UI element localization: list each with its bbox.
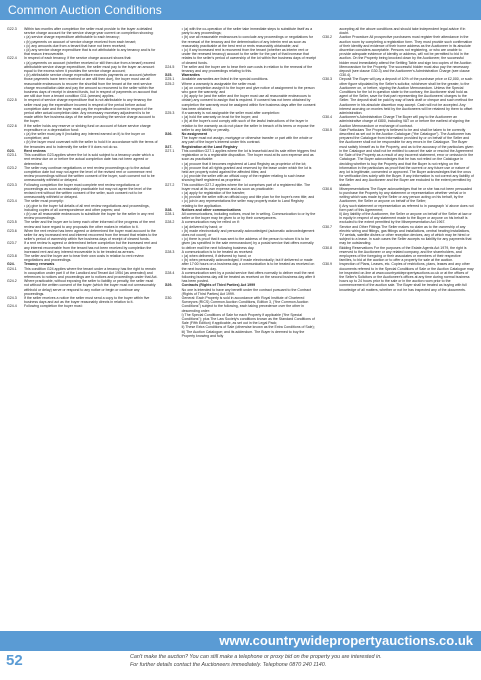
clause [165,229,317,237]
clause-text: Within two months after completion the seller must provide to the buyer a detailed service charge account for the service charge year current on completion showing: [24,27,154,36]
clause-text: Auctioneer's Administration Charge The Buyer will pay to the Auctioneer an administrative charge of £800, including VAT on or before the earliest of signing the Auction Memorandum or exchange of contract. [339,115,470,128]
clause-number [7,204,24,212]
clause [322,27,474,35]
clause-number: G23.5 [7,220,17,225]
clause-number: G24. [7,262,15,267]
clause-text: • (a) on completion assign it to the buyer and give notice of assignment to the person who gave the warranty; and [181,85,315,95]
clause [7,98,159,123]
clause-number [7,48,24,56]
clause-text: Where practicable, without exposing the seller to liability or penalty, the seller must not without the written consent of the buyer (which the buyer must not unreasonably withhold or delay) serve or respond to any notice or begin or continue any proceedings. [24,279,156,296]
clause-number: G29. [164,283,173,288]
clause-number [165,313,182,326]
clause-number: G24.2 [7,279,17,284]
clause-text: • (a) give to the buyer full details of all rent review negotiations and proceedings, including copies of all correspondence and other papers; and [24,203,150,212]
clause-text: • (a) service charge expenditure attributable to each tenancy; [24,35,120,40]
clause-text: • (c) if any increased rent is recovered from the tenant (whether as interim rent or under the renewed tenancy) account to the seller for the part of that increase that relates to the seller's period of ownership of the lot within five business days of receipt of cleared funds. [181,48,317,65]
clause-number [165,35,182,48]
clause-number: G22.6 [7,123,17,128]
clause-number: G25.1 [164,77,175,82]
clause [322,262,474,291]
clause [165,288,317,296]
clause-text: Notices and other communications [181,207,241,212]
clause-number [165,166,182,174]
clause-number: G30.5 [322,127,333,132]
clause-number: G23.4 [7,199,17,204]
clause-text: If a warranty is not assignable the seller must after completion: [181,111,280,116]
clause-text: • (b) attributable service charge expenditure exceeds payments on account (whether those payments have been received or are still then due), the buyer must use all reasonable endeavours to recover the shortfall from the tenant at the next service charge reconciliation date and pay the amount so recovered to the seller within five business days of receipt in cleared funds, but in respect of payments on account that are still due from a tenant condition G11 (arrears) applies. [24,73,157,99]
clause-text: • (a) when delivered, if delivered by hand; or [181,253,251,258]
clause-text: • (a) delivered by hand; or [181,224,223,229]
clause-number [165,199,182,207]
clause-number: G30.9 [322,262,333,267]
clause-number: G30.6 [322,186,333,191]
clause [7,61,159,74]
clause-text: • (b) use all reasonable endeavours to conclude any proceedings or negotiations for the renewal of the tenancy and the determination of any interim rent as soon as reasonably practicable at the best rent or rents reasonably obtainable; and [181,35,314,48]
clause-text: • (a) the seller must pay it (including any interest earned on it) to the buyer on completion; and [24,132,146,141]
clause-text: • (c) there is proof that it was sent to the address of the person to whom it is to be given (as specified in the sale memorandum) by a postal service that offers normally to deliver mail the next following business day. [181,237,314,250]
clause-text: Following completion the buyer must: [24,304,83,309]
clause-text: Contracts (Rights of Third Parties) Act 1999 [181,283,256,288]
clause-text: iii) The Auction Catalogue; and its addendum. The Buyer is deemed to buy the Property knowing and fully [181,329,305,338]
clause-number: G28.2 [164,220,175,225]
clause [165,258,317,271]
clause-number: G30.7 [322,224,333,229]
clause-text: Auction Procedure All prospective purchasers must register their attendance in the auction room by completing a registration form. They must provide such confirmation of their identity and evidence of their home address as the Auctioneer in its absolute discretion considers acceptable. Persons not registering, or who are unable to provide adequate evidence of identity or address, will not be permitted to bid in the auction. On the Property being knocked down by the Auctioneer, the successful bidder must immediately attend the Settling Table and sign two copies of the Auction Memorandum for the Property. The successful bidder must also pay the necessary deposit (see clause G30.3) and the Auctioneer's Administration Charge (see clause G30.4). [339,35,473,78]
clause [322,204,474,212]
clause-text: The buyer must not assign, mortgage or otherwise transfer or part with the whole or any part of the buyer's interest under this contract. [181,136,313,145]
clause-text: Misrepresentations The Buyer acknowledges that he or she has not been persuaded to purchase the Property by any statement or representation whether verbal or in writing which was made by the Seller or any person acting on his behalf, by the Auctioneer, the Seller or anyone on behalf of the Seller; [339,186,472,204]
clause-text: Service and Other Fittings The Seller makes no claim as to the ownership of any electric wiring and fittings, gas fittings and installations, central heating installations, TV aerials, satellite dishes or other reception devices, any of which may be hired or subject to a lease. In such cases the Seller accepts no liability for any payments that may be outstanding. [339,224,472,246]
clause-text: Registration at the Land Registry [181,144,238,149]
clause [165,136,317,144]
clause [7,183,159,200]
clause-number [165,330,182,338]
clause-text: Sale Particulars The Property is believed to be and shall be taken to be correctly described as set out in the Auction Catalogue ("the Catalogue"). The Auctioneer has prepared the Catalogue from information provided by or on behalf of the Seller and the Auctioneer shall not be responsible for any errors in the Catalogue. The Buyer must satisfy himself as to the Property, and as to the accuracy of the particulars given in the Catalogue and shall not be entitled to cancel the sale or rescind the Agreement for Sale of the Property as a result of any incorrect statement, error or omission in the Catalogue. The Buyer acknowledges that he has not relied on the Catalogue in deciding whether to buy the Property and that the Buyer is not relying on the information in the particulars as proof that the current or any future use or nature of any lot is legitimate, consented or approved. The Buyer acknowledges that the onus for verification lies solely with the Buyer. If any information is not correct any liability of the Seller and any Auctioneer and the Buyer are excluded to the extent permitted by statute. [339,127,474,187]
clause [322,212,474,225]
clause [7,48,159,56]
clause-text: i) The Special Conditions of Sale for each Property if applicable ("the Special Conditions"); plus The Law Society's conditions known as the Standard Conditions of Sale (Fifth Edition) if applicable, as set out in the Legal Pack; [181,312,315,326]
clause [165,119,317,132]
clause-number [165,258,182,271]
clause-number: G28. [164,207,173,212]
clause-number [165,86,182,94]
clause [7,267,159,280]
website-link[interactable]: www.countrywidepropertyauctions.co.uk [219,633,473,648]
clause [165,199,317,207]
clause-number: G30.3 [322,77,333,82]
clause-text: Rent reviews [24,148,46,153]
clause-text: • (c) join in any representations the seller may properly make to Land Registry relating to the application. [181,199,304,208]
clause [165,296,317,313]
clause-number [165,119,182,132]
clause-number: G24.4 [7,304,17,309]
clause-number [165,229,182,237]
clause-text: • (b) payments on account of service charge received from each tenant; [24,39,137,44]
clause-text: • (a) with the co-operation of the seller take immediate steps to substitute itself as a party to any proceedings; [181,27,313,36]
clause-text: • (b) made electronically and personally acknowledged (automatic acknowledgement does not count); or [181,228,315,237]
clause-text: This condition G27.2 applies where the lot comprises part of a registered title. The buyer must at its own expense and as soon as practicable: [181,182,311,191]
clause-text: • (a) payments on account (whether received or still then due from a tenant) exceed attributable service charge expenditure, the seller must pay to the buyer an amount equal to the excess when it provides the service charge account; [24,60,155,74]
clause-text: If the seller receives a notice the seller must send a copy to the buyer within five business days and act as the buyer reasonably directs in relation to it. [24,296,150,305]
clause [7,304,159,308]
clause [322,225,474,246]
clause [322,115,474,128]
clause-text: Where a warranty is assignable the seller must: [181,81,257,86]
clause-number [7,73,24,98]
clause-number [7,132,24,140]
clause-number [322,27,339,35]
clause-text: When the rent review has been agreed or determined the buyer must account to the seller for any increased rent and interest recovered from the tenant that relates to the seller's period of ownership within five business days of receipt of cleared funds. [24,228,158,242]
clause-number: G30.4 [322,115,333,120]
clause-number: G23.6 [7,228,17,233]
clause [165,149,317,162]
clause-number: G28.3 [164,249,175,254]
clause-number: G23.8 [7,253,17,258]
clause-text: • (b) procure that all rights granted and reserved by the lease under which the lot is held are properly noted against the affected titles; and [181,165,312,174]
clause-text: accepting all the above conditions and should take independent legal advice if in doubt. [339,27,466,36]
clause [7,254,159,262]
clause-text: • (c) provide the seller with an official copy of the register relating to such lease showing itself registered as proprietor. [181,174,305,183]
clause-number [165,94,182,111]
clause-text: The seller may continue negotiations or rent review proceedings up to the actual completion date but may not agree the level of the revised rent or commence rent review proceedings without the written consent of the buyer, such consent not to be unreasonably withheld or delayed. [24,165,155,183]
clause-text: Warranties [181,73,200,78]
clause-number [165,288,182,296]
clause-number [322,212,339,225]
clause-number [165,174,182,182]
clause-number: G26. [164,132,173,137]
clause-text: No assignment [181,132,208,137]
clause-text: In respect of service charge expenditure that is not attributable to any tenancy the seller must pay the expenditure incurred in respect of the period before actual completion date and the buyer must pay the expenditure incurred in respect of the period after actual completion date. Any necessary monetary adjustment is to be made within five business days of the seller providing the service charge account to the buyer. [24,98,155,124]
clause [322,128,474,187]
column-1 [7,27,159,627]
clause-number: G23. [7,148,15,153]
clause [7,27,159,35]
clause [165,174,317,182]
clause-text: • (b) provide the seller with an official copy and title plan for the buyer's new title; and [181,195,315,200]
clause-text: No one is intended to have any benefit under the contract pursuant to the Contract (Rights of Third Parties) Act 1999. [181,287,311,296]
clause-number: G24.1 [7,266,17,271]
clause-text: • (d) any service charge expenditure that is not attributable to any tenancy and is for that reason irrecoverable. [24,48,156,57]
clause [165,313,317,326]
clause-number: G23.2 [7,165,17,170]
clause-number: G22.3 [7,27,17,31]
conditions-columns [7,27,474,627]
clause-text: A communication may be relied on if: [181,220,240,225]
clause [7,229,159,242]
clause-number [7,61,24,74]
clause-number: G24.5 [164,64,175,69]
clause-number: G28.1 [164,211,175,216]
clause-number: G25.2 [164,81,175,86]
clause [165,166,317,174]
clause [7,279,159,296]
clause-text: Tenancy renewals [24,262,55,267]
clause [7,241,159,254]
clause [7,124,159,132]
clause-number: G25.3 [164,111,175,116]
clause-text: A communication sent by a postal service that offers normally to deliver mail the next following business day will be treated as received on the second business day after it has been posted. [181,270,315,284]
clause [7,140,159,148]
clause-number: G27.2 [164,182,175,187]
clause-number: G22.4 [7,56,17,61]
clause-text: In respect of each tenancy, if the service charge account shows that: [24,56,132,61]
clause-text: If the seller holds any reserve or sinking fund on account of future service charge expenditure or a depreciation fund: [24,123,151,132]
clause-text: • (b) apply for (and the seller and the buyer must use all reasonable endeavours to obtain) any consent to assign that is required. If consent has not been obtained by completion the warranty must be assigned within five business days after the consent has been obtained. [181,94,316,111]
clause-text: • (b) when personally acknowledged, if made electronically; but if delivered or made after 17:00 hours on a business day a communication is to be treated as received on the next business day. [181,258,315,271]
clause-text: • (c) any amounts due from a tenant that have not been received; [24,43,127,48]
clause-number: G23.7 [7,241,17,246]
clause [165,330,317,338]
clause [165,94,317,111]
page-number: 52 [6,652,23,669]
clause [165,65,317,73]
clause-text: • (b) at the buyer's cost comply with such of the lawful instructions of the buyer in relation to the warranty as do not place the seller in breach of its terms or expose the seller to any liability or penalty. [181,119,315,132]
clause-number: G22.5 [7,98,17,103]
clause-number [165,27,182,35]
clause-text: Following completion the buyer must complete rent review negotiations or proceedings as soon as reasonably practicable but may not agree the level of the revised rent without the written consent of the seller, such consent not to be unreasonably withheld or delayed. [24,182,152,200]
page-title: Common Auction Conditions [8,3,162,17]
clause [7,204,159,212]
clause [165,237,317,250]
clause-text: General: Each Property is sold in accordance with Royal Institute of Chartered Surveyors (RICS) Common Auction Conditions, Edition 3, ("the Common Auction Conditions") subject to the following, each taking precedence over the other in descending order: [181,296,309,313]
clause [7,220,159,228]
clause-number: G25. [164,73,173,78]
clause-number: G23.1 [7,153,17,158]
clause-text: The seller and the buyer are to bear their own costs in relation to rent review negotiations and proceedings. [24,253,144,263]
clause [7,166,159,183]
clause [322,35,474,77]
clause [165,183,317,191]
clause-text: • (a) hold the warranty on trust for the buyer; and [181,115,259,120]
clause [165,48,317,65]
clause-text: The seller and the buyer are to keep each other informed of the progress of the rent review and have regard to any proposals the other makes in relation to it. [24,220,156,229]
clause-text: i) Any such statement or representation as referred to in paragraph 'a' above does not form part of this Agreement; [339,203,474,212]
clause-number: G23.3 [7,182,17,187]
footer-note-line-2: For further details contact the Auctioneers immediately. Telephone 0870 240 1140. [130,662,327,668]
clause-number: G30.8 [322,245,333,250]
column-2 [165,27,317,627]
column-3 [322,27,474,627]
clause [165,27,317,35]
clause [165,86,317,94]
clause-text: • (b) the buyer must covenant with the seller to hold it in accordance with the terms of the tenancies and to indemnify the seller if it does not do so. [24,140,158,149]
clause-text: If a rent review is agreed or determined before completion but the increased rent and any interest recoverable from the tenant has not been received by completion the increased rent and any interest recoverable is to be treated as arrears. [24,241,158,254]
clause-number [165,136,182,144]
clause-text: ii) These Extra Conditions of Sale (otherwise known as the Extra Conditions of Sale); [181,325,315,330]
clause [7,73,159,98]
clause-text: All communications, including notices, must be in writing. Communication to or by the seller or the buyer may be given to or by their conveyancers. [181,211,316,221]
clause [165,35,317,48]
clause-text: A communication is to be treated as received: [181,249,254,254]
clause-text: The seller and the buyer are to bear their own costs in relation to the renewal of the tenancy and any proceedings relating to this. [181,64,313,74]
clause-text: ii) Any liability of the Auctioneer, the Seller or anyone on behalf of the Seller at law or in equity in respect of any statement made to the Buyer or anyone on his behalf is excluded to the extent permitted by the Misrepresentation Act 1967. [339,211,472,225]
clause-number: G27. [164,144,173,149]
clause-number [7,140,24,148]
clause-text: • (a) apply for registration of the transfer; [181,190,246,195]
clause [165,271,317,284]
clause [322,187,474,204]
clause-number: G30. [164,296,173,300]
clause-text: Available warranties are listed in the special conditions. [181,77,269,82]
clause [322,77,474,115]
clause-number: G28.4 [164,270,175,275]
clause [7,153,159,166]
clause-text: This condition G24 applies where the tenant under a tenancy has the right to remain in occupation under part II of the Landlord and Tenant Act 1954 (as amended) and references to notices and proceedings are to notices and proceedings under that Act. [24,266,158,279]
clause [7,132,159,140]
clause-number: G24.3 [7,296,17,300]
footer-bar [0,631,481,651]
clause-number: G30.2 [322,35,333,40]
clause-text: The seller must promptly: [24,199,64,204]
clause-text: Deposit The Buyer will pay a deposit of 10% of the purchase price or £2,000, or such other figure stipulated by the Seller's solicitor, whichever shall be the greater, to the Auctioneer on, or before, signing the Auction Memorandum. Unless the Special Conditions for the lot in question state to the contrary, the Auctioneer shall hold as agent of the Seller, save for that part representing the Auctioneers' charges to the Seller. The deposit shall be paid by way of bank draft or cheque and such method the Auctioneer in his absolute discretion may accept. Cash will not be accepted. Any interest accruing on monies held by the Auctioneers will be retained by them to offset administration. [339,77,474,116]
clause [7,296,159,304]
clause-text: Inspection of Plans, Leases, etc. Copies of restrictions, plans, leases and any other documents referred to in the Special Conditions of Sale or the Auction Catalogue may be inspected on-line at www.countrywidepropertyauctions.co.uk or at the offices of the Seller's Solicitors or the Auctioneer's offices at any time during normal business hours up to 24 hours prior to the sale or in the auction room prior to the commencement of the auction sale. The Buyer shall be treated as buying with full knowledge of all matters, whether or not he has inspected any of the documents. [339,262,474,292]
clause-number [7,212,24,220]
header-bar [0,0,481,20]
clause-text: • (b) use all reasonable endeavours to substitute the buyer for the seller in any rent review proceedings. [24,211,154,221]
clause-text: This condition G27.1 applies where the lot is leasehold and its sale either triggers first registration or is a registrable disposition. The buyer must at its own expense and as soon as practicable: [181,148,316,162]
clause-text: This condition G23 applies where the lot is sold subject to a tenancy under which a rent review due on or before the actual completion date has not been agreed or determined. [24,153,154,166]
clause-number: G27.1 [164,148,175,153]
clause [7,212,159,220]
clause-text: • (a) procure that it becomes registered at Land Registry as proprietor of the lot; [181,161,307,166]
clause-text: Bidding Reservations For the purposes of the Estate Agents Act 1979, the right is reserved to the Auctioneer or any related company, and the shareholders, and employees of the foregoing or their associates or members of their respective families, to bid at the auction or to offer a property for sale at the auction. [339,245,467,263]
clause-number [165,48,182,65]
clause [165,212,317,220]
clause [322,246,474,263]
clause-number [322,204,339,212]
clause-number [165,237,182,250]
footer-note-line-1: Can't make the auction? You can still make a telephone or proxy bid on the property you are interested in. [130,654,382,660]
